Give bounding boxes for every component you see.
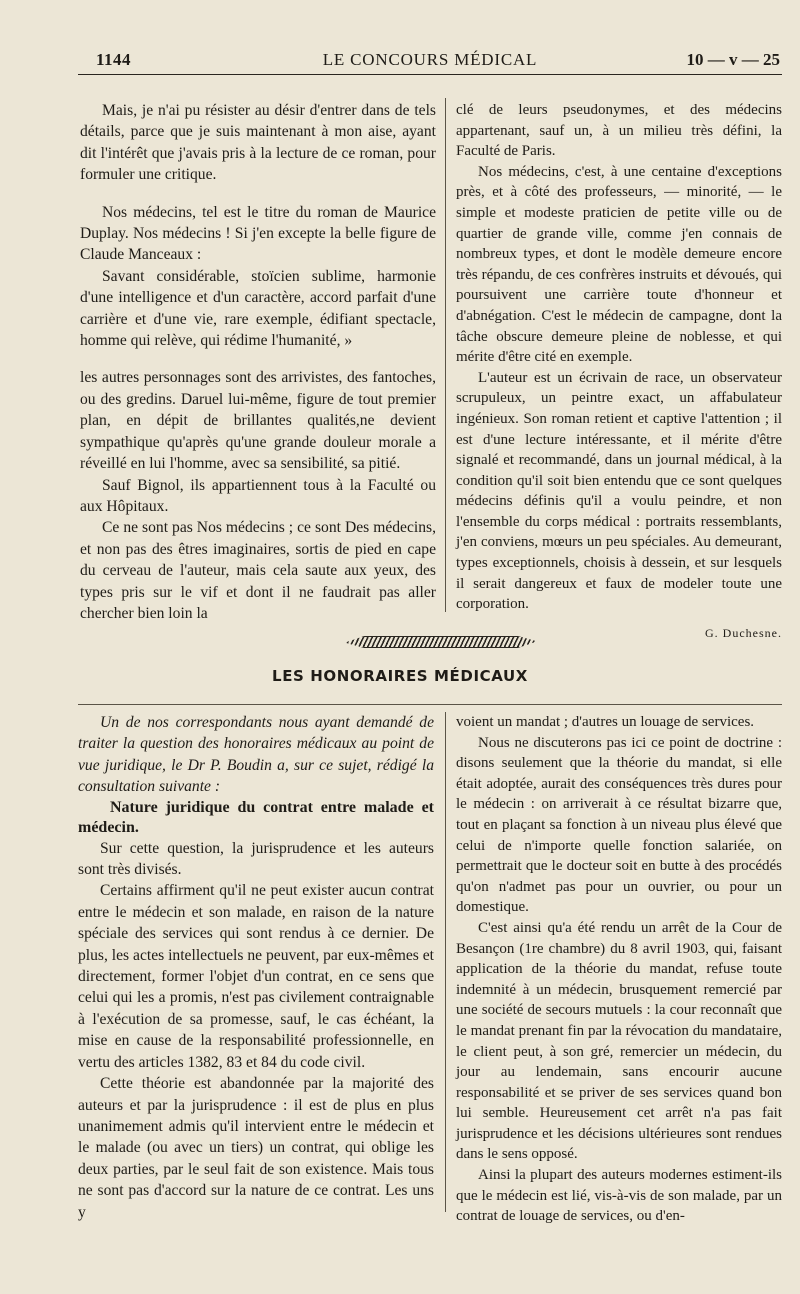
- bottom-left-column: [78, 712, 434, 1223]
- bottom-right-column: [456, 712, 782, 1227]
- author-signature: G. Duchesne.: [705, 625, 782, 640]
- paragraph: L'auteur est un écrivain de race, un observateur scrupuleux, un peintre exact, un affabulateur ingénieux. Son roman retient et captive l'attention ; il est d'une lecture intéressante, et il mérite d'être signalé et recommandé, dans un journal médical, à la condition qu'il soit bien entendu que ce sont quelques médecins définis qu'il a voulu peindre, et non l'ensemble du corps médical : portraits ressemblants, j'en conviens, mœurs un peu spéciales. Au demeurant, types exceptionnels, choisis à dessein, et sur lesquels il serait dangereux et faux de modeler toute une corporation.: [456, 369, 782, 613]
- paragraph: Cette théorie est abandonnée par la majorité des auteurs et par la jurisprudence : il est de plus en plus unanimement admis qu'il intervient entre le médecin et le malade (ou avec un tiers) un contrat, qui oblige les deux parties, par le seul fait de son existence. Mais tous ne sont pas d'accord sur la nature de ce contrat. Les uns y: [78, 1075, 434, 1221]
- paragraph: Nos médecins, tel est le titre du roman de Maurice Duplay. Nos médecins ! Si j'en excepte la belle figure de Claude Manceaux :: [80, 203, 436, 264]
- paragraph: voient un mandat ; d'autres un louage de services.: [456, 714, 755, 730]
- paragraph: Nos médecins, c'est, à une centaine d'exceptions près, et à côté des professeurs, — minorité, — le simple et modeste praticien de petite ville ou de quartier de grande ville, comme j'en connais de nombreux types, et dont le modèle demeure encore très répandu, de ces confrères instruits et dévoués, qui poursuivent une carrière toute d'honneur et d'abnégation. C'est le médecin de campagne, dont la tâche obscure demeure pleine de noblesse, et qui mérite d'être cité en exemple.: [456, 163, 782, 366]
- paragraph: les autres personnages sont des arrivistes, des fantoches, ou des gredins. Daruel lui-même, figure de tout premier plan, en dépit de brillantes qualités,ne devient sympathique qu'après qu'une grande douleur morale a réveillé en lui l'homme, avec sa sensibilité, sa pitié.: [80, 369, 436, 473]
- paragraph: Ce ne sont pas Nos médecins ; ce sont Des médecins, et non pas des êtres imaginaires, sortis de pied en cape du cerveau de l'auteur, mais cela saute aux yeux, des types pris sur le vif et dont il ne faudrait pas aller chercher bien loin la: [80, 519, 436, 622]
- column-divider: [445, 98, 446, 612]
- quote-paragraph: Savant considérable, stoïcien sublime, harmonie d'une intelligence et d'un caractère, accord parfait d'une carrière et d'une vie, rare exemple, édifiant spectacle, homme qui relève, qui rédime l'humanité, »: [80, 267, 436, 350]
- paragraph: Certains affirment qu'il ne peut exister aucun contrat entre le médecin et son malade, en raison de la nature spéciale des services qui sont rendus à ce dernier. De plus, les actes intellectuels ne peuvent, par eux-mêmes et directement, former l'objet d'un contrat, en ce sens que celui qui les a promis, n'est pas civilement contraignable à l'exécution de sa promesse, sauf, le cas échéant, la mise en cause de la responsabilité professionnelle, en vertu des articles 1382, 83 et 84 du code civil.: [78, 882, 434, 1071]
- top-left-column: [80, 100, 436, 624]
- section-ornament: [345, 636, 537, 648]
- paragraph: Mais, je n'ai pu résister au désir d'entrer dans de tels détails, parce que je suis maintenant à mon aise, ayant dit l'intérêt que j'avais pris à la lecture de ce roman, pour formuler une critique.: [80, 102, 436, 184]
- paragraph: Nous ne discuterons pas ici ce point de doctrine : disons seulement que la théorie du mandat, si elle était adoptée, aurait des conséquences très dures pour le médecin : on arriverait à ce résultat bizarre que, tout en plaçant sa fonction à un niveau plus élevé que celui de n'importe quelle fonction salariée, on permettrait que le docteur soit en butte à des procédés qu'on n'admet pas pour un ouvrier, ou pour un domestique.: [456, 734, 782, 916]
- subheading: Nature juridique du contrat entre malade et médecin.: [78, 798, 434, 836]
- page-number: 1144: [96, 50, 132, 69]
- section-title: LES HONORAIRES MÉDICAUX: [272, 667, 528, 685]
- column-divider: [445, 712, 446, 1212]
- paragraph: Sauf Bignol, ils appartiennent tous à la Faculté ou aux Hôpitaux.: [80, 476, 436, 515]
- paragraph: Sur cette question, la jurisprudence et les auteurs sont très divisés.: [78, 839, 434, 879]
- issue-date: 10 — v — 25: [686, 50, 780, 69]
- paragraph: Ainsi la plupart des auteurs modernes estiment-ils que le médecin est lié, vis-à-vis de son malade, par un contrat de louage de services, ou d'en-: [456, 1167, 782, 1225]
- section-rule: [78, 704, 782, 705]
- paragraph: clé de leurs pseudonymes, et des médecins appartenant, sauf un, à un milieu très défini, la Faculté de Paris.: [456, 102, 782, 160]
- journal-title: LE CONCOURS MÉDICAL: [322, 50, 538, 69]
- page-header: [78, 50, 782, 75]
- paragraph: C'est ainsi qu'a été rendu un arrêt de la Cour de Besançon (1re chambre) du 8 avril 1903, qui, faisant application de la théorie du mandat, refuse toute indemnité à un médecin, brusquement remercié par une société de secours mutuels : la cour reconnaît que le mandat prenant fin par la révocation du mandataire, le client peut, à son gré, remercier un médecin, du jour au lendemain, sans encourir aucune responsabilité et se priver de ses services quand bon lui semble. Heureusement cet arrêt n'a pas fait jurisprudence et les décisions ultérieures sont rendues dans le sens opposé.: [456, 919, 782, 1163]
- top-right-column: [456, 100, 782, 643]
- intro-paragraph: Un de nos correspondants nous ayant demandé de traiter la question des honoraires médicaux au point de vue juridique, le Dr P. Boudin a, sur ce sujet, rédigé la consultation suivante :: [78, 714, 434, 796]
